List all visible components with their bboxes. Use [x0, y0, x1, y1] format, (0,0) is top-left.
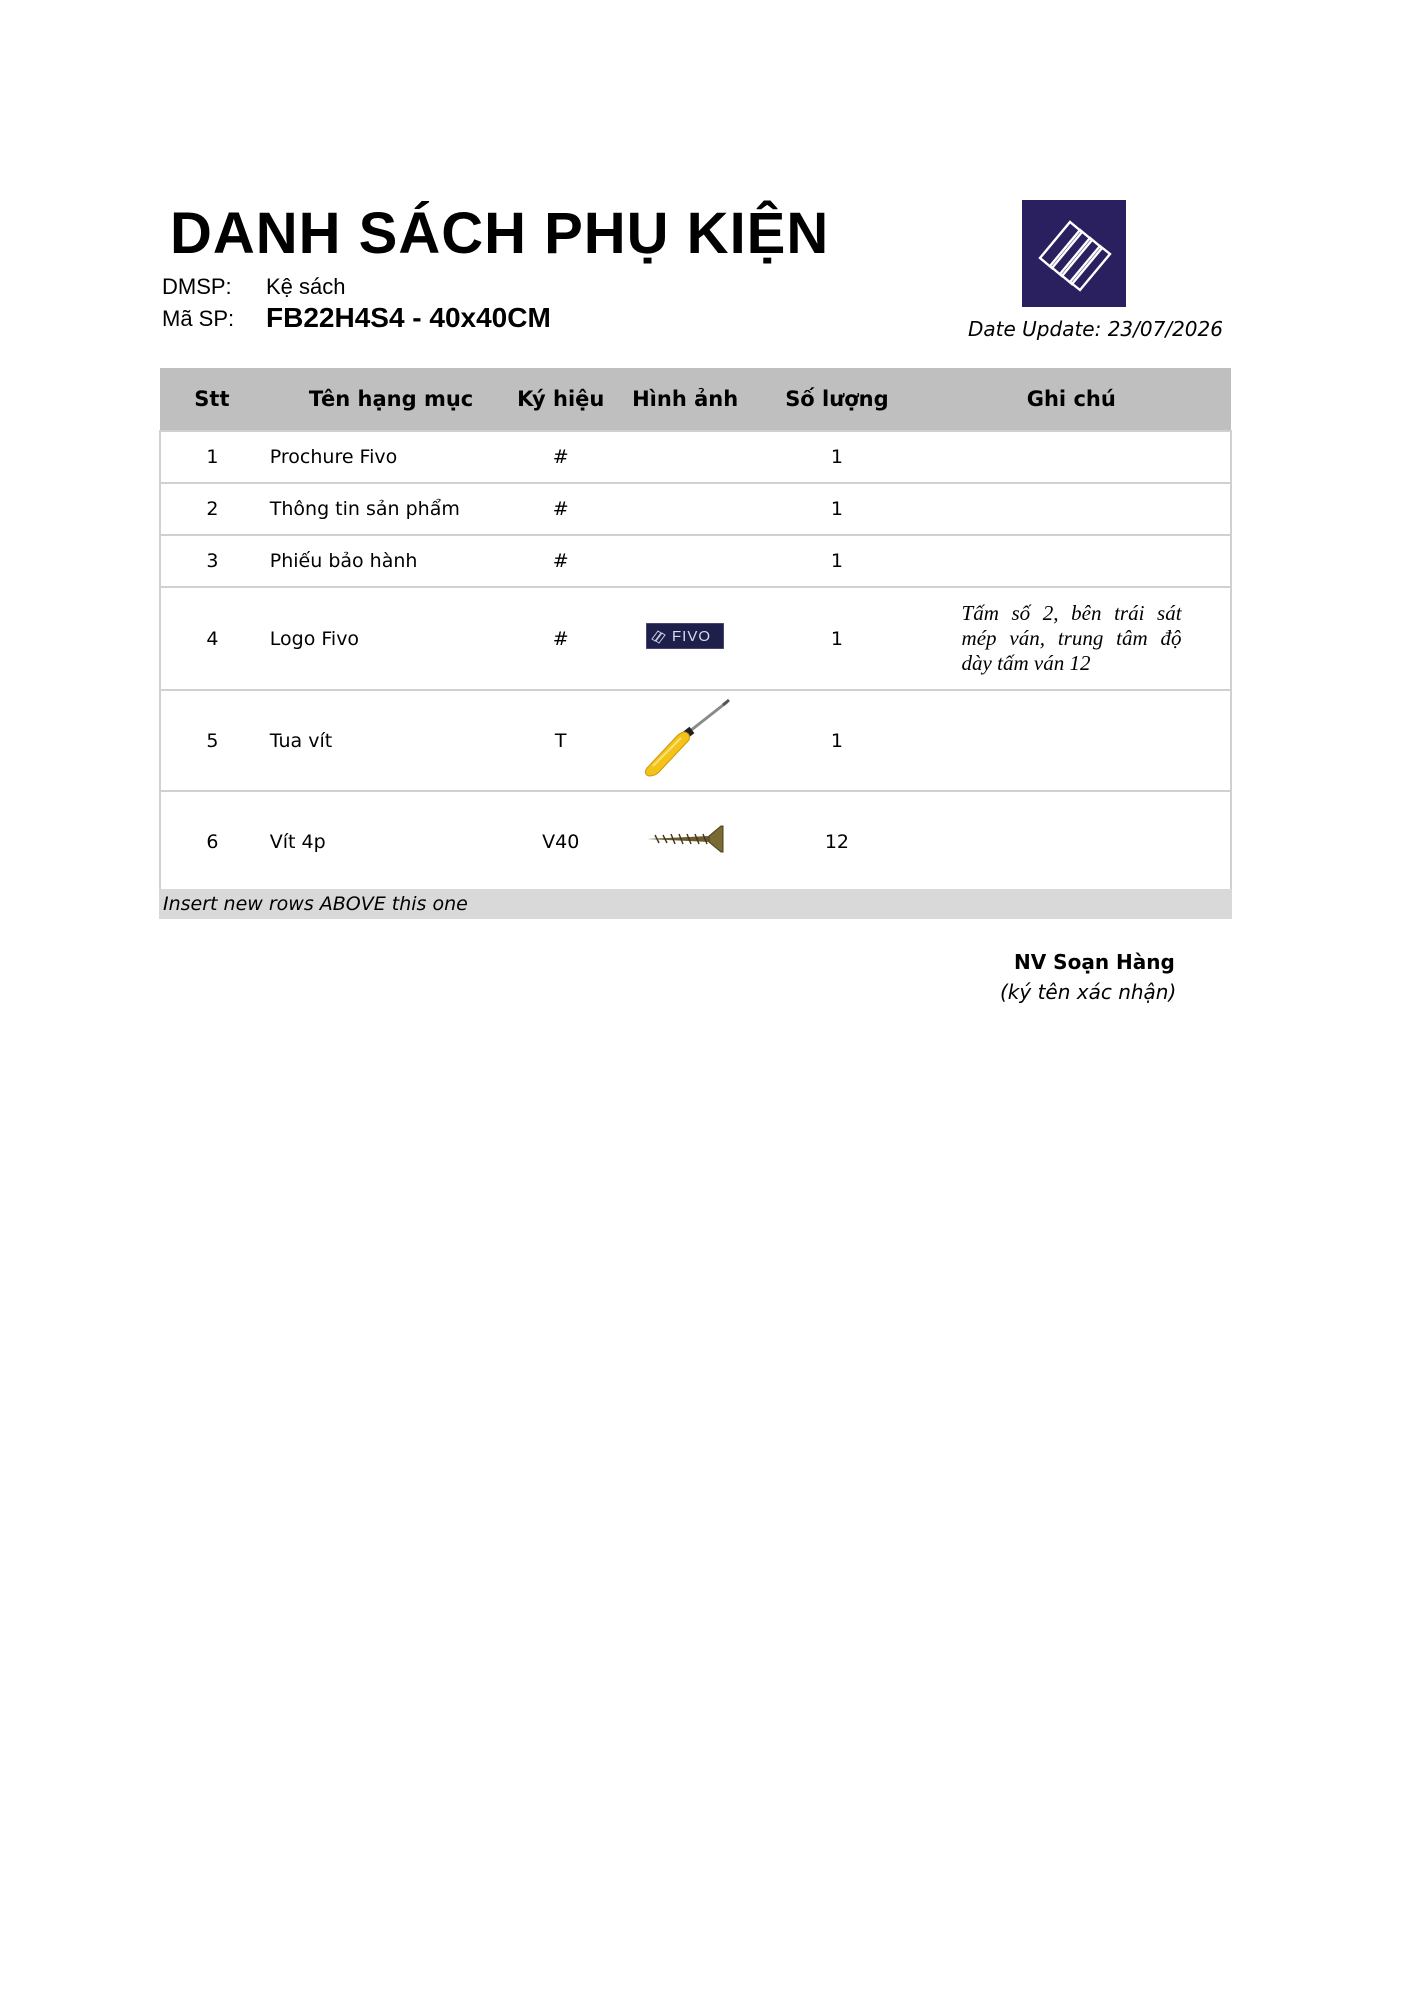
cell-name: Phiếu bảo hành	[264, 535, 514, 587]
header-note: Ghi chú	[912, 368, 1231, 431]
cell-qty: 1	[762, 587, 911, 690]
cell-stt: 5	[160, 690, 264, 791]
cell-stt: 4	[160, 587, 264, 690]
insert-rows-note: Insert new rows ABOVE this one	[159, 889, 1232, 919]
accessory-table	[159, 368, 1232, 893]
dmsp-value: Kệ sách	[266, 274, 346, 299]
table-row	[160, 587, 1231, 690]
cell-image	[608, 587, 762, 690]
header-stt: Stt	[160, 368, 264, 431]
masp-label: Mã SP:	[162, 306, 235, 331]
cell-name: Tua vít	[264, 690, 514, 791]
cell-name: Thông tin sản phẩm	[264, 483, 514, 535]
cell-image	[608, 483, 762, 535]
cell-image	[608, 431, 762, 483]
cell-image	[608, 690, 762, 791]
table-row	[160, 483, 1231, 535]
cell-symbol: #	[513, 483, 608, 535]
cell-note	[912, 690, 1231, 791]
cell-note	[912, 431, 1231, 483]
cell-note	[912, 587, 1231, 690]
cell-stt: 3	[160, 535, 264, 587]
cell-qty: 1	[762, 483, 911, 535]
signature-subtitle: (ký tên xác nhận)	[1000, 980, 1177, 1004]
cell-qty: 1	[762, 431, 911, 483]
header-qty: Số lượng	[762, 368, 911, 431]
cell-image	[608, 791, 762, 892]
note-text: Tấm số 2, bên trái sát mép ván, trung tâm độ dày tấm ván 12	[961, 601, 1182, 675]
cell-stt: 1	[160, 431, 264, 483]
table-row	[160, 690, 1231, 791]
cell-qty: 1	[762, 535, 911, 587]
cell-note	[912, 791, 1231, 892]
date-update: Date Update: 23/07/2026	[968, 317, 1223, 341]
masp-value: FB22H4S4 - 40x40CM	[266, 302, 551, 333]
cell-symbol: #	[513, 587, 608, 690]
table-header-row	[160, 368, 1231, 431]
header-image: Hình ảnh	[608, 368, 762, 431]
header-name: Tên hạng mục	[264, 368, 514, 431]
table-row	[160, 791, 1231, 892]
dmsp-label: DMSP:	[162, 274, 232, 299]
screw-icon	[643, 824, 727, 854]
table-row	[160, 535, 1231, 587]
cell-symbol: V40	[513, 791, 608, 892]
cell-stt: 6	[160, 791, 264, 892]
cell-qty: 12	[762, 791, 911, 892]
page-title: DANH SÁCH PHỤ KIỆN	[170, 201, 830, 266]
screwdriver-icon	[635, 696, 735, 780]
fivo-logo-text: FIVO	[672, 628, 712, 645]
cell-image	[608, 535, 762, 587]
cell-note	[912, 535, 1231, 587]
cell-symbol: #	[513, 535, 608, 587]
cell-symbol: T	[513, 690, 608, 791]
header-symbol: Ký hiệu	[513, 368, 608, 431]
table-row	[160, 431, 1231, 483]
cell-name: Vít 4p	[264, 791, 514, 892]
cell-name: Prochure Fivo	[264, 431, 514, 483]
fivo-logo-plate-icon	[646, 623, 724, 649]
cell-symbol: #	[513, 431, 608, 483]
cell-name: Logo Fivo	[264, 587, 514, 690]
cell-stt: 2	[160, 483, 264, 535]
cell-note	[912, 483, 1231, 535]
company-logo	[1022, 200, 1126, 307]
signature-title: NV Soạn Hàng	[1014, 950, 1175, 974]
cell-qty: 1	[762, 690, 911, 791]
